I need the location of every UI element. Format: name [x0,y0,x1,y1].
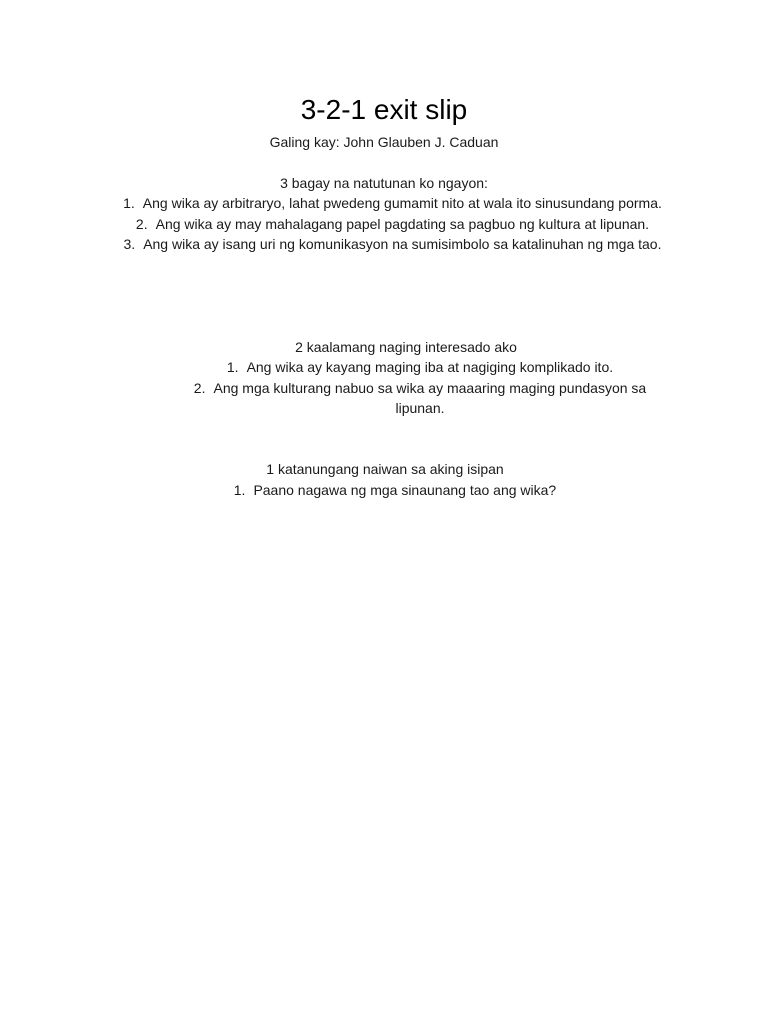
list-number: 2. [135,215,148,232]
author-line: Galing kay: John Glauben J. Caduan [269,134,499,150]
question-list [180,480,610,501]
list-number: 3. [123,236,136,252]
list-item-text: Ang wika ay may mahalagang papel pagdating sa pagbuo ng kultura at lipunan. [155,215,650,232]
learned-list [115,193,670,255]
list-item [115,193,670,214]
list-number: 2. [193,379,206,396]
section-heading-learned: 3 bagay na natutunan ko ngayon: [280,175,488,191]
interested-list [170,357,670,419]
section-heading-question: 1 katanungang naiwan sa aking isipan [266,461,504,477]
list-item-text: Ang wika ay isang uri ng komunikasyon na sumisimbolo sa katalinuhan ng mga tao. [143,236,662,252]
list-number: 1. [226,359,239,375]
list-item [115,234,670,255]
list-item [170,357,670,378]
list-item-text: Paano nagawa ng mga sinaunang tao ang wika? [253,482,557,498]
list-number: 1. [233,482,246,498]
list-number: 1. [123,195,135,211]
list-item [180,480,610,501]
list-item [115,214,670,235]
section-heading-interested: 2 kaalamang naging interesado ako [295,339,517,355]
list-item-text: Ang wika ay kayang maging iba at nagiging komplikado ito. [246,359,614,375]
list-item [170,378,670,419]
page-title: 3-2-1 exit slip [300,94,468,125]
list-item-text: Ang mga kulturang nabuo sa wika ay maaaring maging pundasyon sa lipunan. [213,379,647,416]
list-item-text: Ang wika ay arbitraryo, lahat pwedeng gumamit nito at wala ito sinusundang porma. [142,195,662,211]
